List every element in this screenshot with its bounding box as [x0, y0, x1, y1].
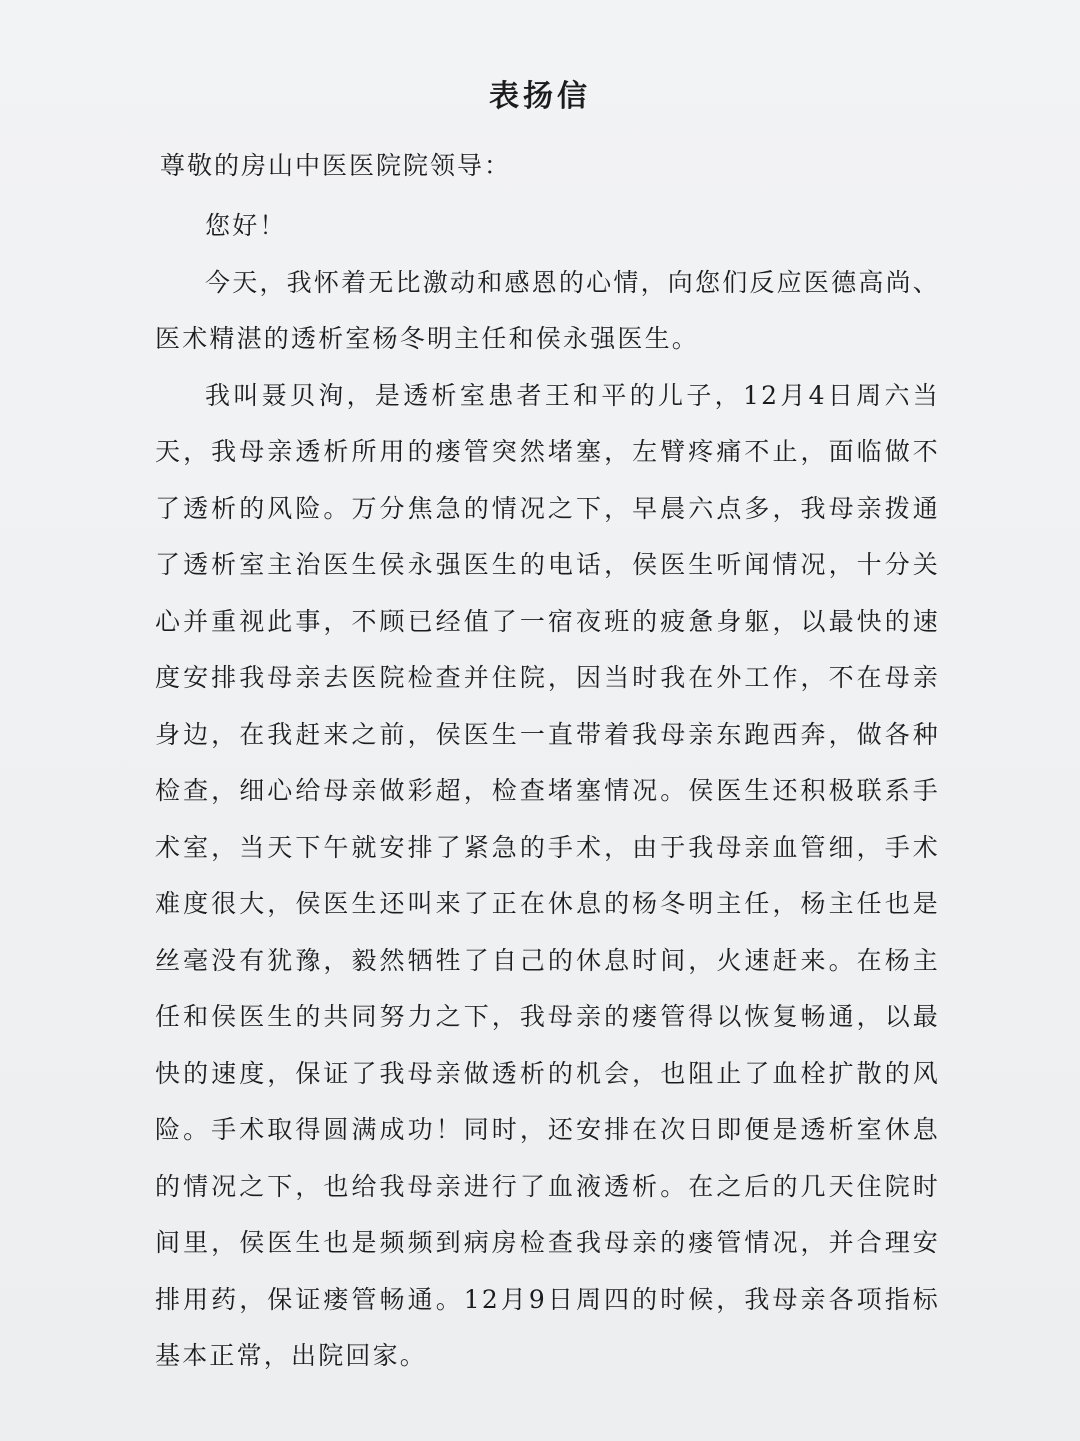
- letter-body: [155, 198, 940, 1385]
- intro-paragraph: 今天，我怀着无比激动和感恩的心情，向您们反应医德高尚、医术精湛的透析室杨冬明主任和侯永强医生。: [155, 267, 940, 353]
- greeting-paragraph: 您好！: [205, 211, 287, 240]
- story-paragraph: 我叫聂贝洵，是透析室患者王和平的儿子，12月4日周六当天，我母亲透析所用的瘘管突然堵塞，左臂疼痛不止，面临做不了透析的风险。万分焦急的情况之下，早晨六点多，我母亲拨通了透析室主治医生侯永强医生的电话，侯医生听闻情况，十分关心并重视此事，不顾已经值了一宿夜班的疲惫身躯，以最快的速度安排我母亲去医院检查并住院，因当时我在外工作，不在母亲身边，在我赶来之前，侯医生一直带着我母亲东跑西奔，做各种检查，细心给母亲做彩超，检查堵塞情况。侯医生还积极联系手术室，当天下午就安排了紧急的手术，由于我母亲血管细，手术难度很大，侯医生还叫来了正在休息的杨冬明主任，杨主任也是丝毫没有犹豫，毅然牺牲了自己的休息时间，火速赶来。在杨主任和侯医生的共同努力之下，我母亲的瘘管得以恢复畅通，以最快的速度，保证了我母亲做透析的机会，也阻止了血栓扩散的风险。手术取得圆满成功！同时，还安排在次日即便是透析室休息的情况之下，也给我母亲进行了血液透析。在之后的几天住院时间里，侯医生也是频频到病房检查我母亲的瘘管情况，并合理安排用药，保证瘘管畅通。12月9日周四的时候，我母亲各项指标基本正常，出院回家。: [155, 380, 940, 1370]
- letter-salutation: 尊敬的房山中医医院院领导：: [160, 151, 512, 180]
- letter-title: 表扬信: [489, 79, 591, 114]
